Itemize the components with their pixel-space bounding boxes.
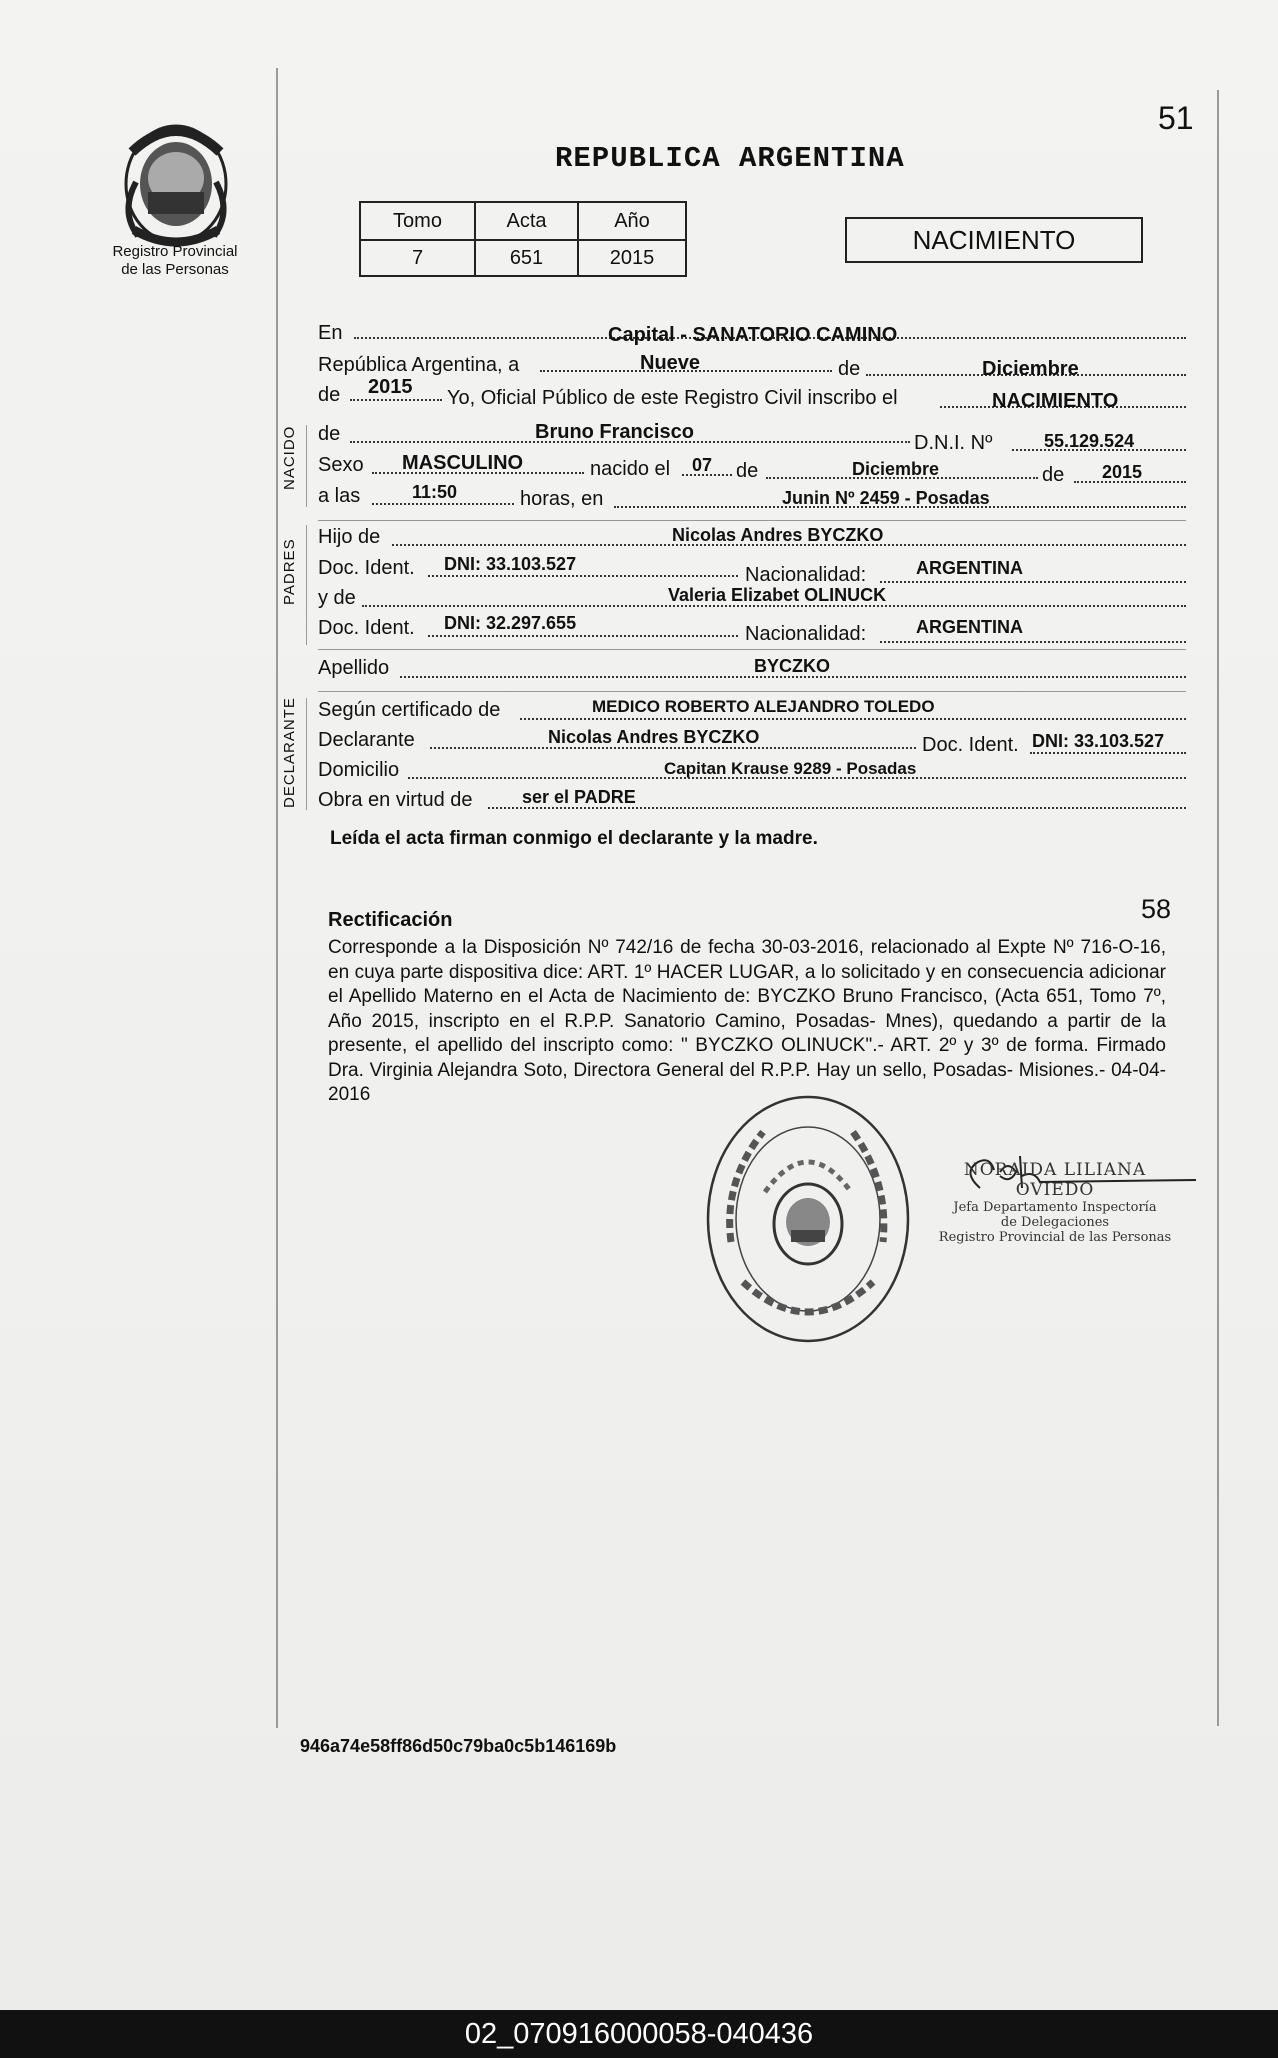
- label-declarante: Declarante: [318, 729, 415, 751]
- section-bar-nacido: [306, 425, 307, 507]
- value-sexo: MASCULINO: [402, 452, 524, 474]
- left-margin-line: [276, 68, 278, 1728]
- label-a-las: a las: [318, 485, 361, 507]
- value-madre-nacionalidad: ARGENTINA: [916, 617, 1023, 637]
- dotted-line: [350, 399, 442, 401]
- label-en: En: [318, 322, 343, 344]
- section-bar-declarante: [306, 698, 307, 810]
- value-padre-doc: DNI: 33.103.527: [444, 554, 577, 574]
- value-declarante-doc: DNI: 33.103.527: [1032, 731, 1165, 751]
- label-de: de: [318, 384, 341, 406]
- document-hash: 946a74e58ff86d50c79ba0c5b146169b: [300, 1736, 617, 1756]
- value-domicilio: Capitan Krause 9289 - Posadas: [664, 759, 917, 778]
- signatory-name: NORAIDA LILIANA OVIEDO: [963, 1160, 1147, 1200]
- value-apellido: BYCZKO: [754, 656, 830, 676]
- value-anio-nac: 2015: [1102, 462, 1143, 482]
- label-doc-ident: Doc. Ident.: [318, 557, 415, 579]
- label-dni: D.N.I. Nº: [914, 432, 993, 454]
- dotted-line: [372, 503, 514, 505]
- footer-document-id: 02_070916000058-040436: [0, 2010, 1278, 2058]
- value-dia-nac: 07: [692, 455, 713, 475]
- table-header-tomo: Tomo: [360, 202, 475, 240]
- section-bar-padres: [306, 525, 307, 645]
- misiones-coat-of-arms-logo: [118, 112, 234, 250]
- label-doc-ident: Doc. Ident.: [922, 734, 1019, 756]
- table-value-tomo: 7: [360, 240, 475, 276]
- dotted-line: [520, 718, 1186, 720]
- label-obra-en-virtud: Obra en virtud de: [318, 789, 473, 811]
- label-de: de: [318, 423, 341, 445]
- value-dia-texto: Nueve: [640, 352, 701, 374]
- page-number: 51: [1158, 100, 1194, 136]
- rectificacion-title: Rectificación: [328, 909, 453, 931]
- registry-caption-line2: de las Personas: [121, 261, 229, 278]
- table-value-anio: 2015: [578, 240, 686, 276]
- dotted-line: [880, 641, 1186, 643]
- value-nombre: Bruno Francisco: [535, 421, 694, 443]
- value-hora: 11:50: [412, 482, 458, 502]
- label-de: de: [838, 358, 861, 380]
- value-declarante: Nicolas Andres BYCZKO: [548, 727, 760, 747]
- signatory-title-line2: de Delegaciones: [1000, 1215, 1110, 1230]
- label-de: de: [736, 460, 759, 482]
- section-separator: [318, 649, 1186, 650]
- label-segun-certificado: Según certificado de: [318, 699, 501, 721]
- closing-statement: Leída el acta firman conmigo el declarante y la madre.: [330, 828, 818, 849]
- rectificacion-body: Corresponde a la Disposición Nº 742/16 de fecha 30-03-2016, relacionado al Expte Nº 716-O-16, en cuya parte dispositiva dice: ART. 1º HACER LUGAR, a lo solicitado y en consecuencia adicionar el Apellido Materno en el Acta de Nacimiento de: BYCZKO Bruno Francisco, (Acta 651, Tomo 7º, Año 2015, inscripto en el R.P.P. Sanatorio Camino, Posadas- Mnes), quedando a partir de la presente, el apellido del inscripto como: " BYCZKO OLINUCK".- ART. 2º y 3º de forma. Firmado Dra. Virginia Alejandra Soto, Directora General del R.P.P. Hay un sello, Posadas- Misiones.- 04-04-2016: [328, 937, 1166, 1105]
- value-lugar-nac: Junin Nº 2459 - Posadas: [782, 488, 990, 508]
- value-mes-nac: Diciembre: [852, 459, 940, 479]
- table-header-acta: Acta: [475, 202, 578, 240]
- ministry-seal-stamp: [703, 1092, 913, 1346]
- value-madre: Valeria Elizabet OLINUCK: [668, 585, 887, 605]
- value-padre: Nicolas Andres BYCZKO: [672, 525, 884, 545]
- label-sexo: Sexo: [318, 454, 364, 476]
- signature-block: [930, 1160, 1180, 1245]
- value-dni: 55.129.524: [1044, 431, 1135, 451]
- side-label-padres: PADRES: [281, 538, 298, 605]
- value-anio: 2015: [368, 376, 413, 398]
- act-type-box: NACIMIENTO: [845, 217, 1143, 263]
- dotted-line: [880, 581, 1186, 583]
- value-certificado-de: MEDICO ROBERTO ALEJANDRO TOLEDO: [592, 697, 935, 716]
- rectificacion-number: 58: [1141, 894, 1172, 924]
- tomo-acta-anio-table: [359, 201, 687, 277]
- table-header-anio: Año: [578, 202, 686, 240]
- document-title: REPUBLICA ARGENTINA: [555, 142, 905, 175]
- value-padre-nacionalidad: ARGENTINA: [916, 558, 1023, 578]
- value-mes-texto: Diciembre: [982, 358, 1079, 380]
- label-doc-ident: Doc. Ident.: [318, 617, 415, 639]
- label-horas-en: horas, en: [520, 488, 604, 510]
- value-tipo-inscripcion: NACIMIENTO: [992, 390, 1119, 412]
- label-domicilio: Domicilio: [318, 759, 400, 781]
- dotted-line: [428, 575, 738, 577]
- value-lugar: Capital - SANATORIO CAMINO: [608, 324, 898, 346]
- section-separator: [318, 520, 1186, 521]
- label-nacido-el: nacido el: [590, 458, 671, 480]
- signatory-title-line1: Jefa Departamento Inspectoría: [953, 1200, 1157, 1215]
- label-hijo-de: Hijo de: [318, 526, 381, 548]
- label-yo-oficial: Yo, Oficial Público de este Registro Civil inscribo el: [447, 387, 898, 409]
- label-de: de: [1042, 464, 1065, 486]
- signatory-title-line3: Registro Provincial de las Personas: [938, 1230, 1172, 1245]
- table-value-acta: 651: [475, 240, 578, 276]
- dotted-line: [428, 635, 738, 637]
- label-republica-a: República Argentina, a: [318, 354, 520, 376]
- label-nacionalidad: Nacionalidad:: [745, 623, 867, 645]
- label-nacionalidad: Nacionalidad:: [745, 564, 867, 586]
- registry-caption: [100, 243, 250, 279]
- side-label-nacido: NACIDO: [281, 425, 298, 490]
- dotted-line: [1030, 752, 1186, 754]
- section-separator: [318, 691, 1186, 692]
- side-label-declarante: DECLARANTE: [281, 697, 298, 808]
- value-madre-doc: DNI: 32.297.655: [444, 613, 577, 633]
- label-y-de: y de: [318, 587, 356, 609]
- label-apellido: Apellido: [318, 657, 390, 679]
- right-margin-line: [1217, 90, 1219, 1726]
- value-obra-en-virtud: ser el PADRE: [522, 787, 636, 807]
- registry-caption-line1: Registro Provincial: [112, 243, 238, 260]
